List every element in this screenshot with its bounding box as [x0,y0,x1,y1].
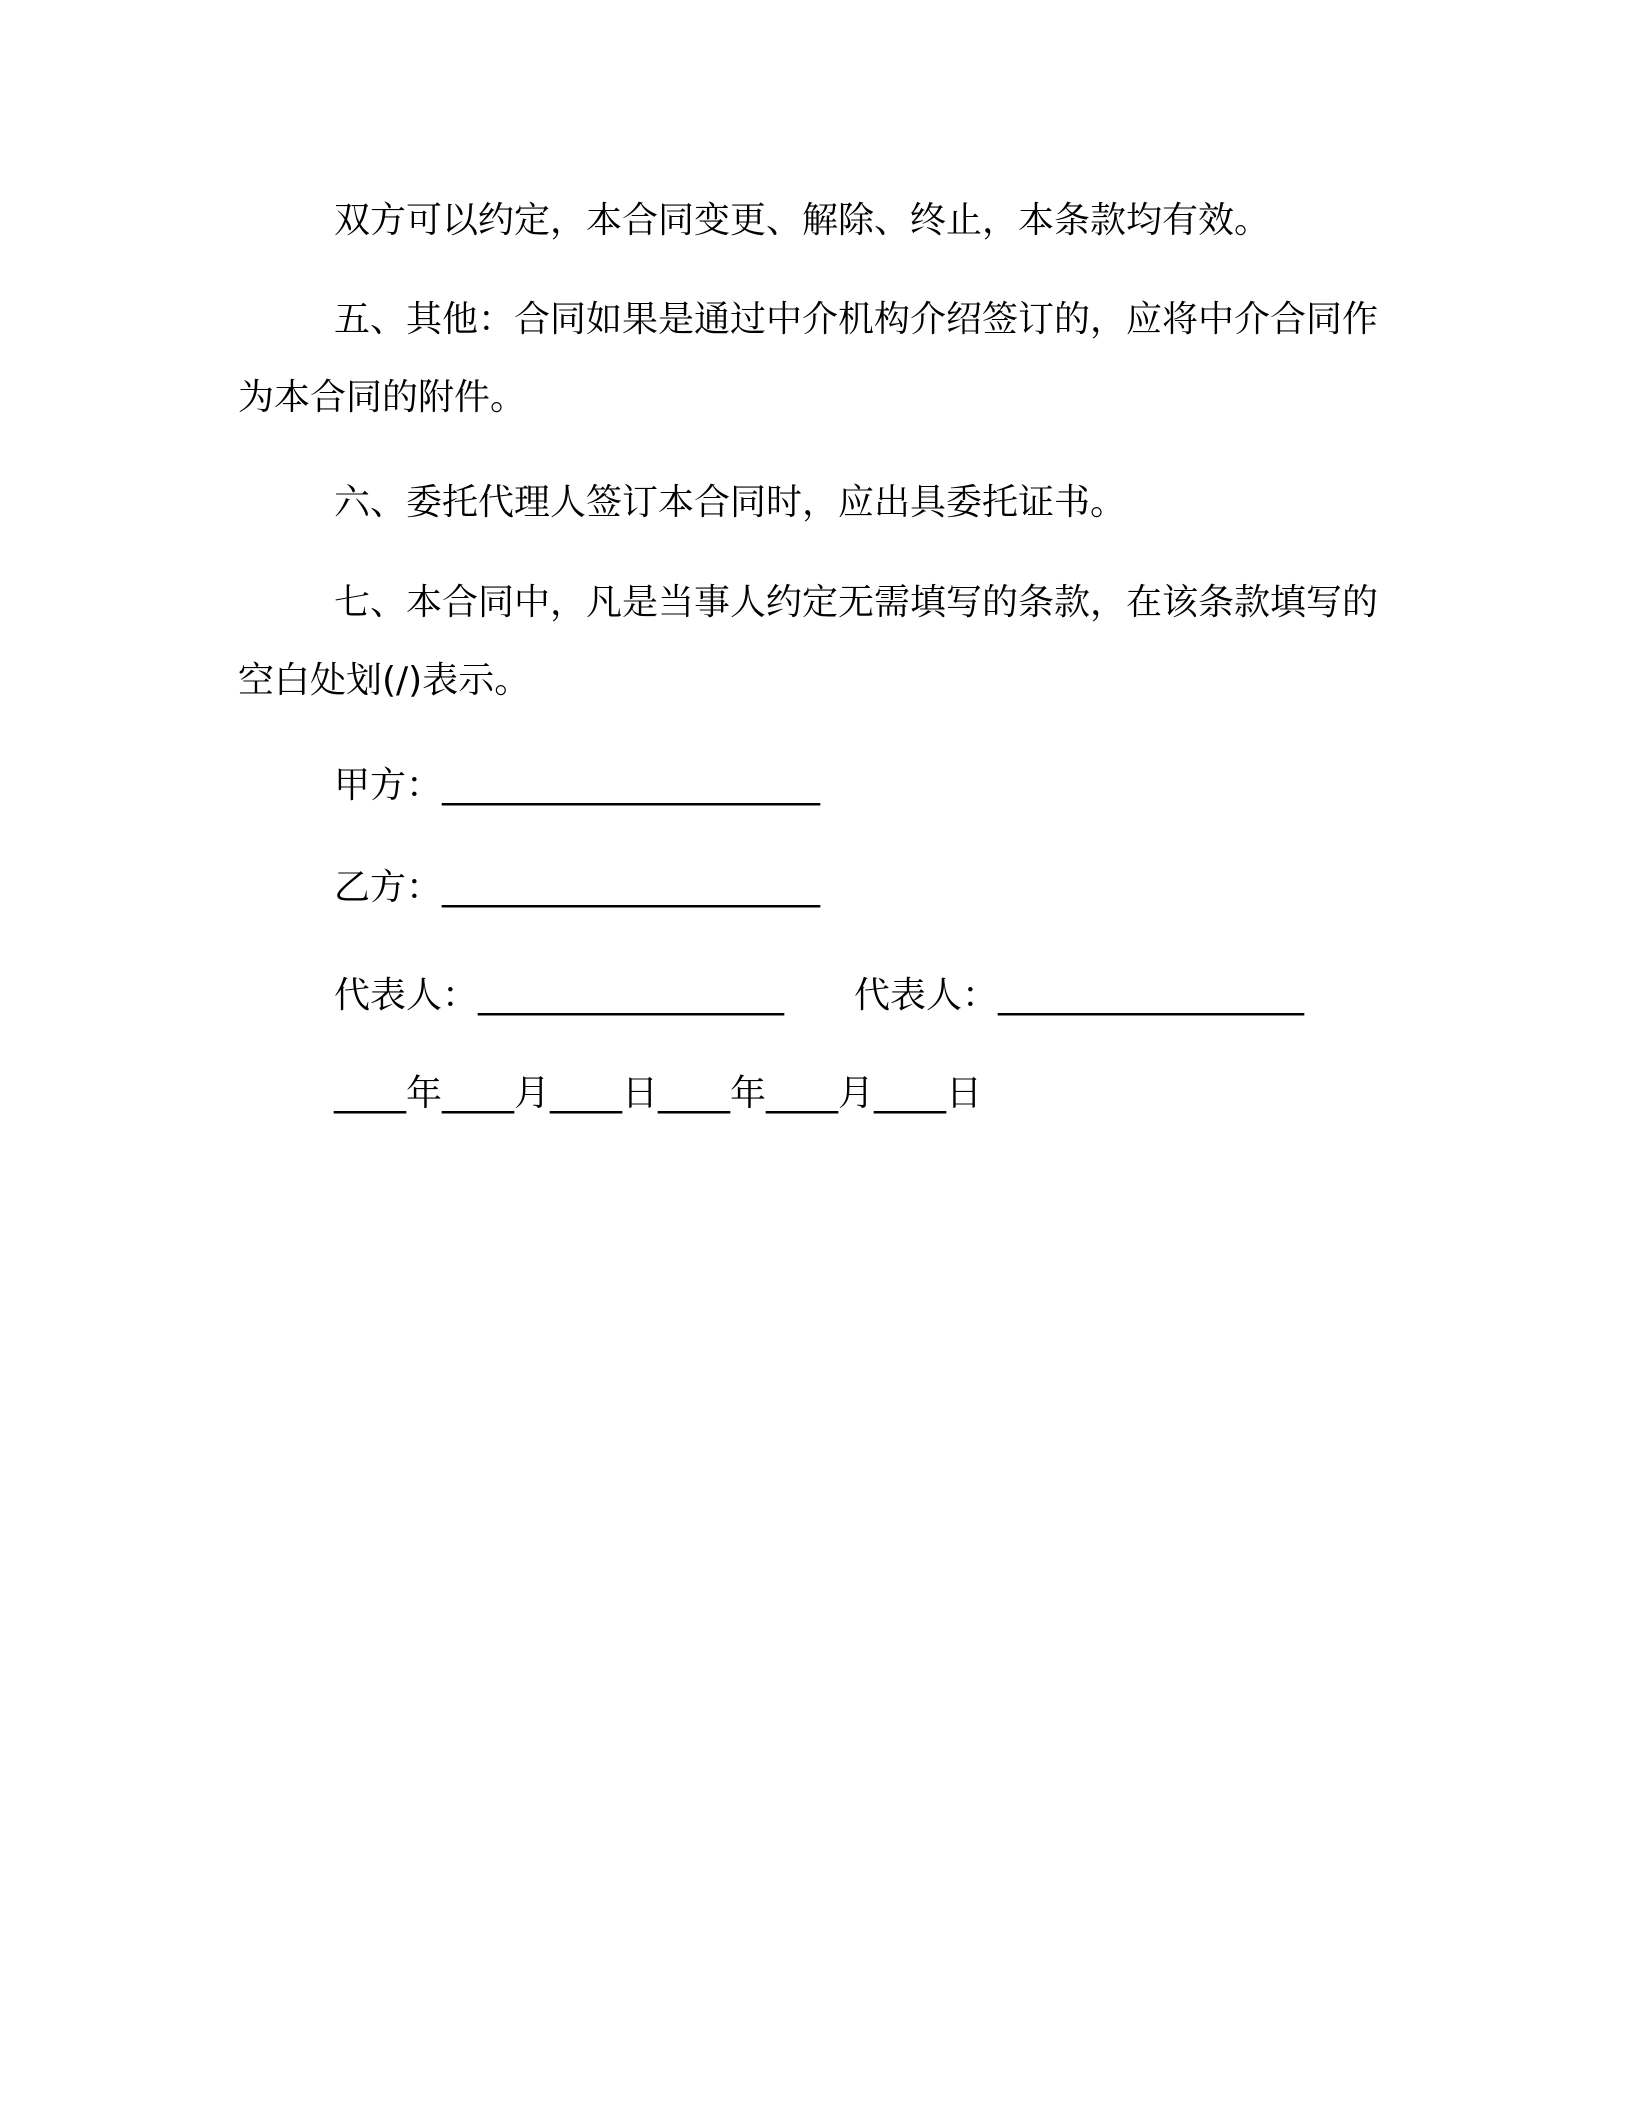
paragraph-validity-clause: 双方可以约定，本合同变更、解除、终止，本条款均有效。 [334,200,1271,241]
representative-a-signature-line: 代表人：_________________ [334,975,785,1016]
paragraph-clause-six: 六、委托代理人签订本合同时，应出具委托证书。 [334,482,1127,523]
paragraph-clause-seven: 七、本合同中，凡是当事人约定无需填写的条款，在该条款填写的空白处划(/)表示。 [238,582,1379,701]
date-line: ____年____月____日____年____月____日 [334,1073,982,1114]
representative-b-signature-line: 代表人：_________________ [854,975,1305,1016]
party-a-signature-line: 甲方：_____________________ [334,765,821,806]
paragraph-clause-five: 五、其他：合同如果是通过中介机构介绍签订的，应将中介合同作为本合同的附件。 [238,299,1379,418]
party-b-signature-line: 乙方：_____________________ [334,867,821,908]
